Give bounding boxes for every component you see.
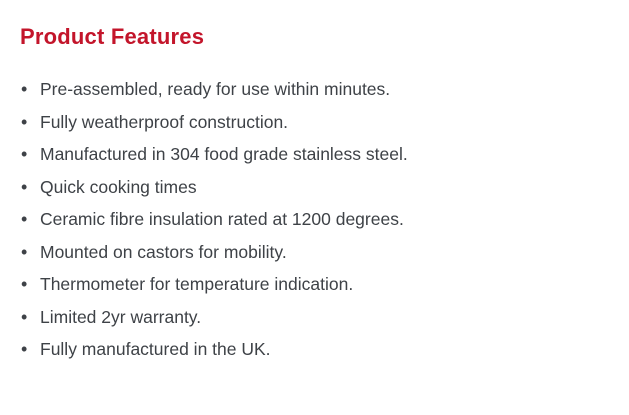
feature-list-item <box>20 236 609 269</box>
feature-text: Quick cooking times <box>40 176 197 197</box>
bullet-icon: • <box>21 111 28 132</box>
bullet-icon: • <box>21 209 28 229</box>
feature-text: Mounted on castors for mobility. <box>40 241 287 262</box>
feature-list-item <box>20 203 609 236</box>
feature-list-item <box>20 301 609 334</box>
bullet-icon: • <box>21 339 28 359</box>
bullet-icon: • <box>21 79 28 99</box>
feature-text: Fully weatherproof construction. <box>40 111 289 132</box>
feature-list-item <box>20 333 609 366</box>
feature-list-item <box>20 106 609 139</box>
bullet-icon: • <box>21 274 28 294</box>
feature-list-item <box>20 138 609 171</box>
feature-text: Fully manufactured in the UK. <box>40 339 271 359</box>
feature-list-item <box>20 268 609 301</box>
bullet-icon: • <box>21 144 28 164</box>
feature-text: Ceramic fibre insulation rated at 1200 degrees. <box>40 209 404 229</box>
feature-text: Manufactured in 304 food grade stainless steel. <box>40 144 408 164</box>
section-title: Product Features <box>20 24 205 49</box>
bullet-icon: • <box>21 241 28 262</box>
bullet-icon: • <box>21 306 28 327</box>
feature-list <box>20 73 609 366</box>
feature-list-item <box>20 171 609 204</box>
feature-text: Pre-assembled, ready for use within minutes. <box>40 79 391 99</box>
feature-text: Limited 2yr warranty. <box>40 306 202 327</box>
feature-text: Thermometer for temperature indication. <box>40 274 354 294</box>
feature-list-item <box>20 73 609 106</box>
bullet-icon: • <box>21 176 28 197</box>
